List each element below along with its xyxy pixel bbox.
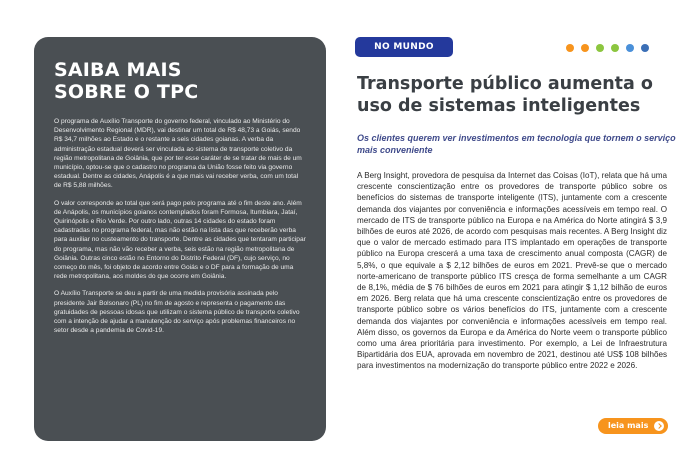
dot-icon <box>641 44 649 52</box>
dot-icon <box>611 44 619 52</box>
article-body: A Berg Insight, provedora de pesquisa da Internet das Coisas (IoT), relata que há uma crescente conscientização entre os provedores de transporte público sobre os benefícios do sistemas de transporte inteligente (ITS), juntamente com a crescente demanda dos viajantes por conveniência e informações acessíveis em tempo real. O mercado de ITS de transporte público na Europa e na América do Norte atingirá $ 3,9 bilhões de euros até 2026, de acordo com pesquisas mais recentes. A Berg Insight diz que o valor de mercado estimado para ITS implantado em operações de transporte público na Europa crescerá a uma taxa de crescimento anual composta (CAGR) de 5,8%, o que equivale a $ 2,12 bilhões de euros em 2021. Prevê-se que o mercado norte-americano de transporte público ITS cresça de forma semelhante a um CAGR de 8,1%, média de $ 76 bilhões de euros em 2021 para atingir $ 1,12 bilhão de euros em 2026. Berg relata que há uma crescente conscientização entre os provedores de transporte público sobre os vários benefícios do ITS, juntamente com a crescente demanda dos viajantes por conveniência e informações acessíveis em tempo real. Além disso, os governos da Europa e da América do Norte veem o transporte público como uma área prioritária para investimento. Por exemplo, a Lei de Infraestrutura Bipartidária dos EUA, aprovada em novembro de 2021, destinou até US$ 108 bilhões para investimentos na modernização do transporte público entre 2022 e 2026. <box>357 171 667 371</box>
sidebar-paragraph-3: O Auxílio Transporte se deu a partir de uma medida provisória assinada pelo presidente Jair Bolsonaro (PL) no fim de agosto e representa o pagamento das gratuidades de pessoas idosas que utilizam o sistema público de transporte coletivo com a intenção de ajudar a manutenção do serviço após problemas financeiros no setor desde a pandemia de Covid-19. <box>54 290 300 335</box>
sidebar-paragraph-2: O valor corresponde ao total que será pago pelo programa até o fim deste ano. Além de Anápolis, os municípios goianos contemplados foram Formosa, Itumbiara, Jataí, Quirinópolis e Rio Verde. Por outro lado, outras 14 cidades do estado foram cadastradas no programa federal, mas não estão na lista das que receberão verba para auxiliar no custeamento do transporte. Dentre as cidades que tentaram participar do programa, mas não vão receber a verba, seis estão na região metropolitana de Goiânia. Outras cinco estão no Entorno do Distrito Federal (DF), cujo serviço, no começo do mês, foi objeto de acordo entre Goiás e o DF para a formação de uma rede metropolitana, aos moldes do que ocorre em Goiânia. <box>54 199 306 281</box>
info-sidebar <box>34 37 326 441</box>
read-more-button[interactable] <box>598 418 668 434</box>
sidebar-title-line2: SOBRE O TPC <box>54 81 199 103</box>
dot-icon <box>581 44 589 52</box>
article-subhead: Os clientes querem ver investimentos em tecnologia que tornem o serviço mais conveniente <box>357 133 676 155</box>
sidebar-title-line1: SAIBA MAIS <box>54 59 182 81</box>
read-more-label: leia mais <box>608 421 649 430</box>
dot-icon <box>626 44 634 52</box>
dot-icon <box>566 44 574 52</box>
article-headline: Transporte público aumenta o uso de sistemas inteligentes <box>357 74 653 116</box>
chevron-right-icon <box>654 421 664 431</box>
sidebar-paragraph-1: O programa de Auxílio Transporte do governo federal, vinculado ao Ministério do Desenvolvimento Regional (MDR), vai destinar um total de R$ 48,73 a Goiás, sendo R$ 34,7 milhões ao Estado e o restante a seis cidades goianas. A verba da administração estadual deverá ser vinculada ao sistema de transporte coletivo da região metropolitana de Goiânia, que por ter esse caráter de se tratar de mais de um município, optou-se que o cadastro no programa da União fosse feito via governo estadual. Dentre as cidades, Anápolis é a que mais vai receber verba, com um total de R$ 5,88 milhões. <box>54 118 302 190</box>
dot-icon <box>596 44 604 52</box>
section-tag: NO MUNDO <box>355 37 453 57</box>
sidebar-title <box>54 59 306 103</box>
